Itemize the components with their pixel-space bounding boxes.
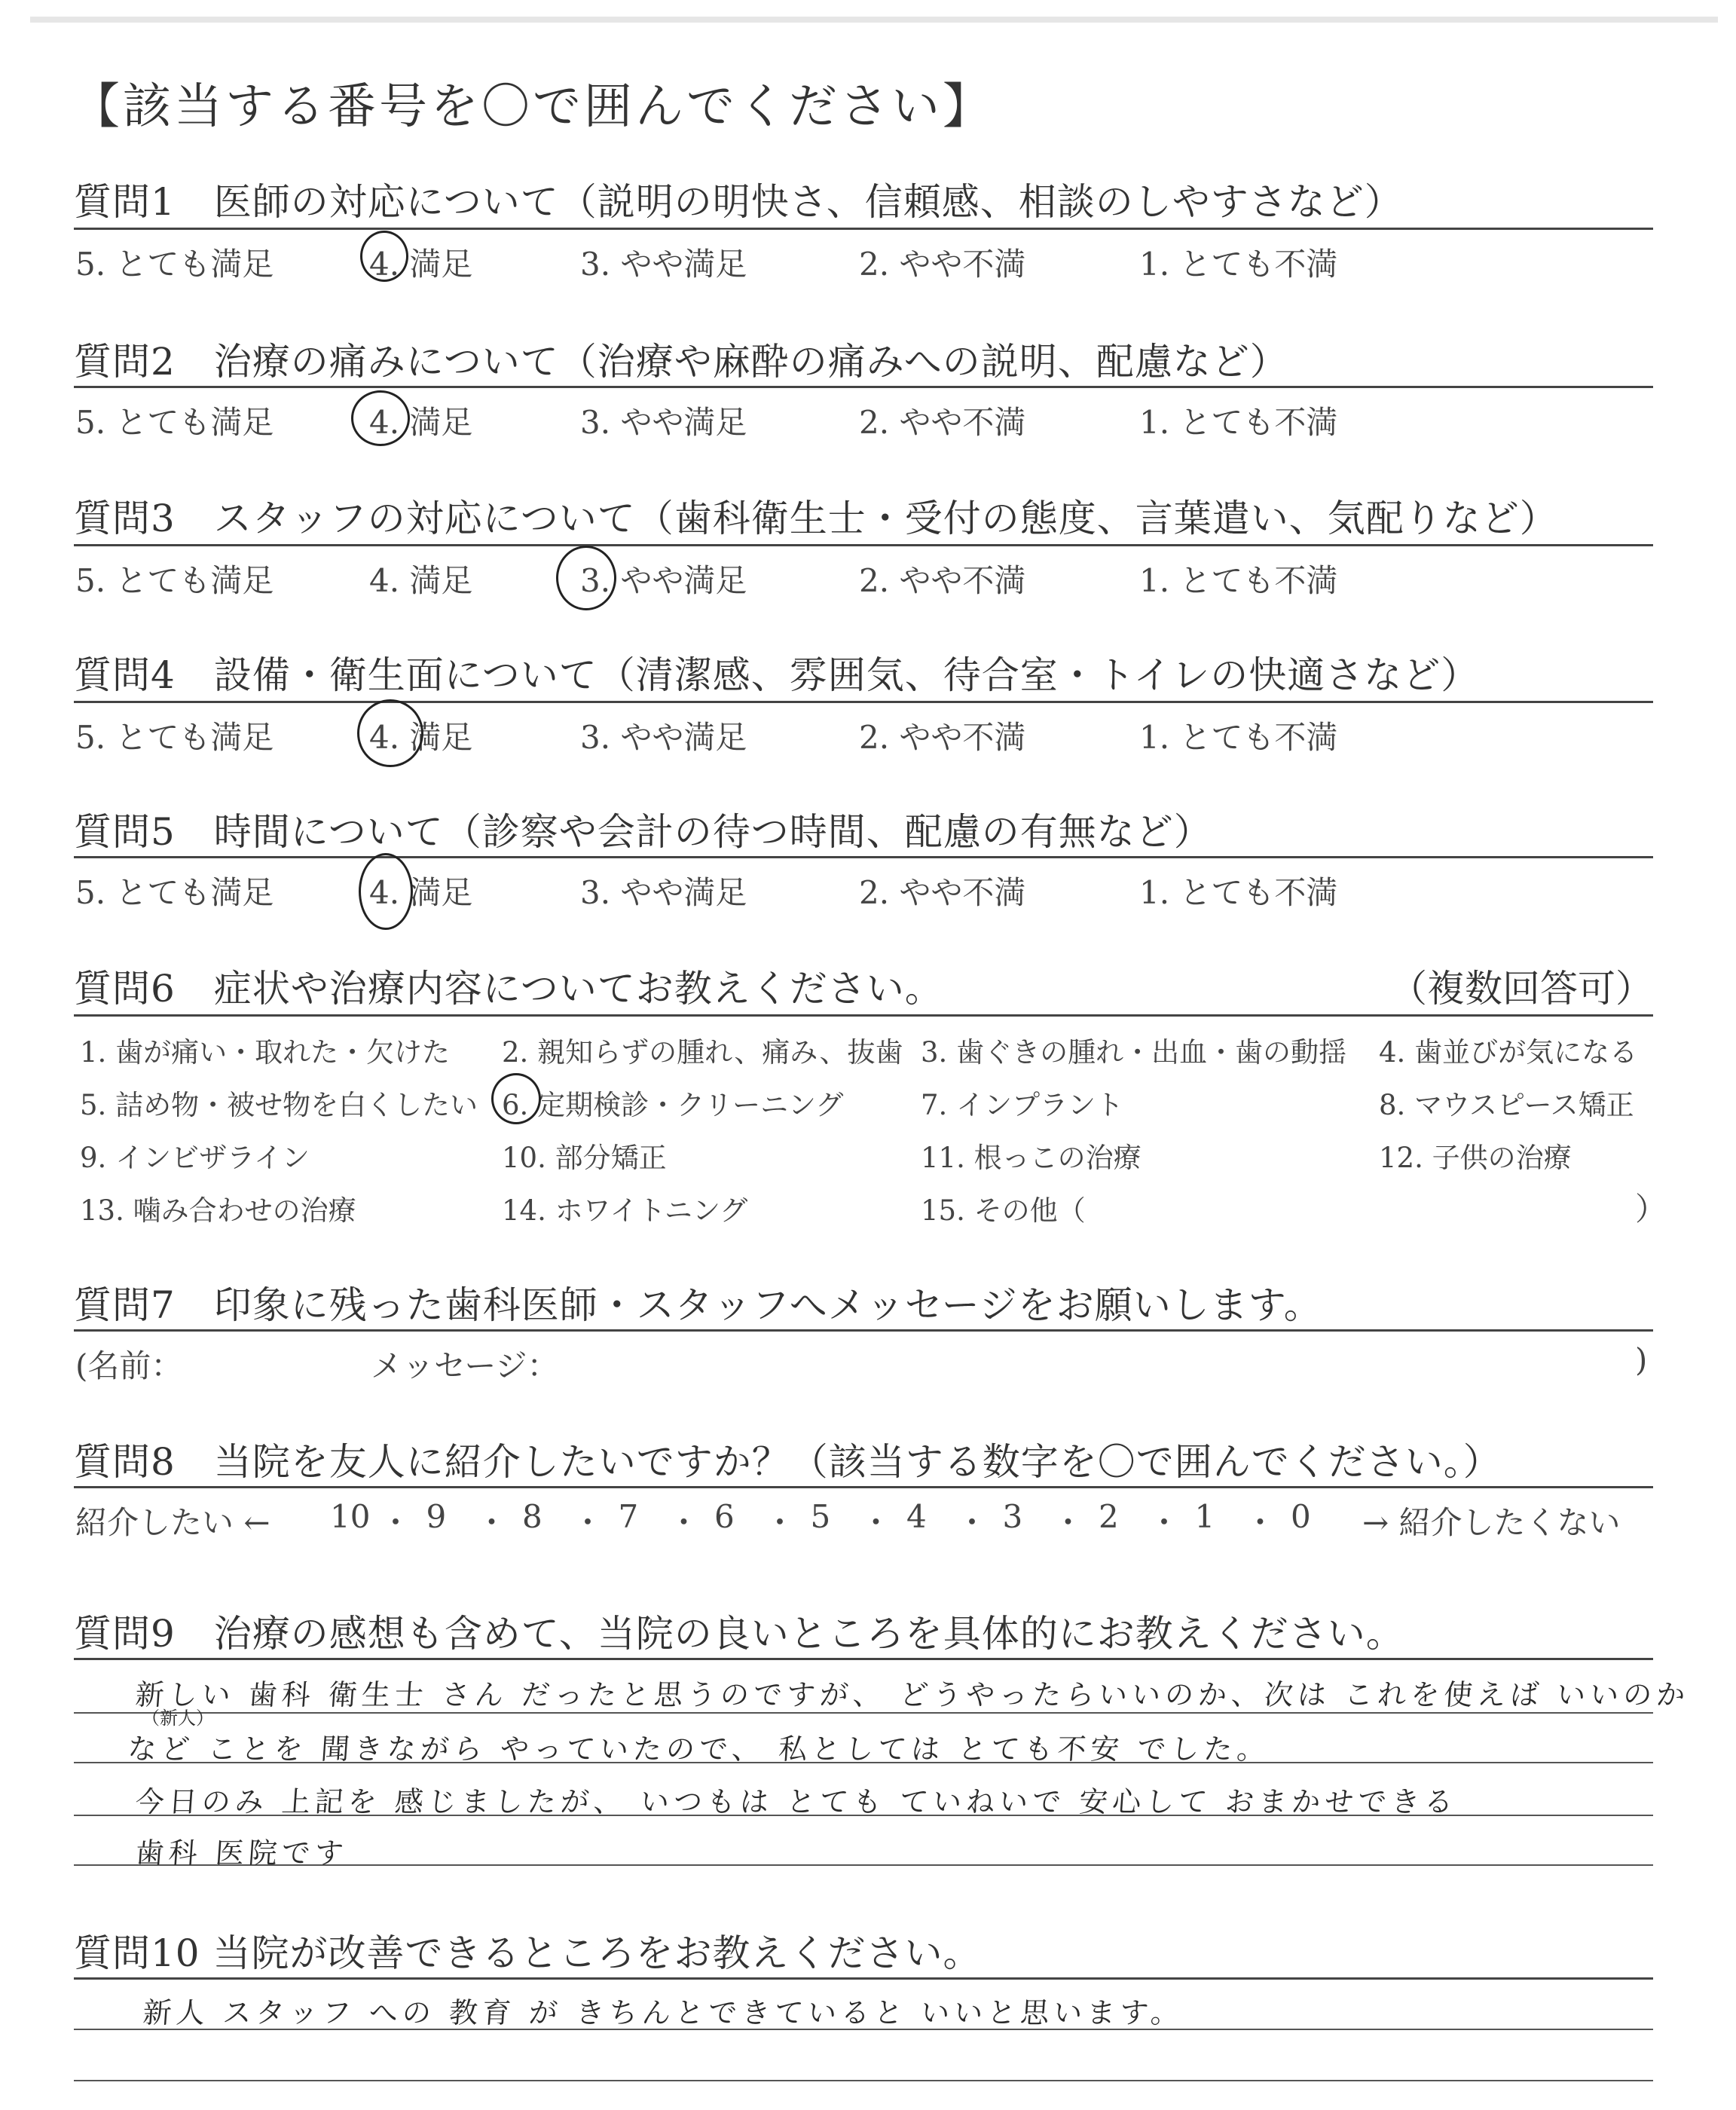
question-7-rule bbox=[74, 1329, 1653, 1332]
question-3-title: 質問3 スタッフの対応について（歯科衛生士・受付の態度、言葉遣い、気配りなど） bbox=[74, 497, 1558, 540]
q9-handwriting-line-1: 新しい 歯科 衛生士 さん だったと思うのですが、 どうやったらいいのか、次は これを使えば いいのか bbox=[134, 1678, 1691, 1711]
q2-selected-circle bbox=[351, 390, 410, 446]
q8-left-label: 紹介したい ← bbox=[75, 1504, 270, 1541]
q3-option-3[interactable]: 3. やや満足 bbox=[580, 562, 747, 599]
q8-scale-separator: ・ bbox=[1244, 1504, 1276, 1541]
q1-option-1[interactable]: 1. とても不満 bbox=[1139, 246, 1338, 283]
q9-handwriting-line-3: 今日のみ 上記を 感じましたが、 いつもは とても ていねいで 安心して おまかせできる bbox=[134, 1785, 1459, 1818]
top-border bbox=[30, 17, 1718, 23]
question-2-title: 質問2 治療の痛みについて（治療や麻酔の痛みへの説明、配慮など） bbox=[74, 340, 1288, 384]
question-5-title: 質問5 時間について（診察や会計の待つ時間、配慮の有無など） bbox=[74, 810, 1212, 854]
question-3-rule bbox=[74, 544, 1653, 546]
q3-selected-circle bbox=[556, 546, 616, 610]
q8-scale-8[interactable]: 8 bbox=[522, 1498, 542, 1535]
q6-option-15[interactable]: 15. その他（ bbox=[921, 1194, 1086, 1227]
q6-option-8[interactable]: 8. マウスピース矯正 bbox=[1379, 1089, 1634, 1121]
q6-selected-circle bbox=[491, 1073, 541, 1124]
q8-scale-separator: ・ bbox=[475, 1504, 508, 1541]
q6-option-10[interactable]: 10. 部分矯正 bbox=[502, 1142, 667, 1174]
question-2-rule bbox=[74, 386, 1653, 388]
q8-scale-separator: ・ bbox=[668, 1504, 700, 1541]
q9-handwriting-note: （新人） bbox=[142, 1708, 214, 1729]
question-6-rule bbox=[74, 1014, 1653, 1017]
multiple-answers-note: （複数回答可） bbox=[1389, 967, 1653, 1011]
q6-option-13[interactable]: 13. 噛み合わせの治療 bbox=[80, 1194, 356, 1227]
q1-option-4[interactable]: 4. 満足 bbox=[369, 246, 473, 283]
q1-option-5[interactable]: 5. とても満足 bbox=[75, 246, 274, 283]
question-10-title: 質問10 当院が改善できるところをお教えください。 bbox=[74, 1931, 982, 1975]
question-7-title: 質問7 印象に残った歯科医師・スタッフへメッセージをお願いします。 bbox=[74, 1283, 1322, 1327]
q6-option-11[interactable]: 11. 根っこの治療 bbox=[921, 1142, 1142, 1174]
q4-option-3[interactable]: 3. やや満足 bbox=[580, 719, 747, 756]
q8-scale-5[interactable]: 5 bbox=[810, 1498, 831, 1535]
q6-option-6[interactable]: 6. 定期検診・クリーニング bbox=[502, 1089, 844, 1121]
q8-scale-6[interactable]: 6 bbox=[714, 1498, 735, 1535]
q5-option-3[interactable]: 3. やや満足 bbox=[580, 874, 747, 911]
page-title: 【該当する番号を〇で囲んでください】 bbox=[72, 79, 994, 135]
q5-option-1[interactable]: 1. とても不満 bbox=[1139, 874, 1338, 911]
q9-handwriting-line-2: など ことを 聞きながら やっていたので、 私としては とても不安 でした。 bbox=[127, 1732, 1272, 1766]
q6-option-7[interactable]: 7. インプラント bbox=[921, 1089, 1124, 1121]
q5-option-2[interactable]: 2. やや不満 bbox=[859, 874, 1026, 911]
q6-option-3[interactable]: 3. 歯ぐきの腫れ・出血・歯の動揺 bbox=[921, 1036, 1347, 1069]
q1-option-2[interactable]: 2. やや不満 bbox=[859, 246, 1026, 283]
q7-close-paren: ) bbox=[1635, 1341, 1648, 1378]
q3-option-2[interactable]: 2. やや不満 bbox=[859, 562, 1026, 599]
q6-option-9[interactable]: 9. インビザライン bbox=[80, 1142, 310, 1174]
q6-option-5[interactable]: 5. 詰め物・被せ物を白くしたい bbox=[80, 1089, 478, 1121]
question-8-rule bbox=[74, 1486, 1653, 1488]
q8-scale-separator: ・ bbox=[764, 1504, 796, 1541]
q6-other-close-paren: ） bbox=[1635, 1191, 1667, 1228]
q8-right-label: → 紹介したくない bbox=[1362, 1504, 1621, 1541]
question-6-title: 質問6 症状や治療内容についてお教えください。 bbox=[74, 967, 943, 1011]
q3-option-5[interactable]: 5. とても満足 bbox=[75, 562, 274, 599]
q8-scale-separator: ・ bbox=[380, 1504, 412, 1541]
q8-scale-3[interactable]: 3 bbox=[1002, 1498, 1023, 1535]
q8-scale-9[interactable]: 9 bbox=[426, 1498, 447, 1535]
q1-option-3[interactable]: 3. やや満足 bbox=[580, 246, 747, 283]
q3-option-4[interactable]: 4. 満足 bbox=[369, 562, 473, 599]
q8-scale-1[interactable]: 1 bbox=[1194, 1498, 1215, 1535]
q8-scale-4[interactable]: 4 bbox=[906, 1498, 927, 1535]
q4-selected-circle bbox=[357, 699, 423, 767]
question-8-title: 質問8 当院を友人に紹介したいですか？（該当する数字を〇で囲んでください。） bbox=[74, 1440, 1502, 1484]
q5-option-4[interactable]: 4. 満足 bbox=[369, 874, 473, 911]
q2-option-4[interactable]: 4. 満足 bbox=[369, 404, 473, 441]
q9-handwriting-line-4: 歯科 医院です bbox=[134, 1836, 350, 1870]
q1-selected-circle bbox=[360, 231, 408, 282]
question-1-rule bbox=[74, 228, 1653, 230]
question-9-rule bbox=[74, 1658, 1653, 1660]
q8-scale-separator: ・ bbox=[1148, 1504, 1181, 1541]
q7-name-label: (名前： bbox=[75, 1347, 183, 1384]
q6-option-1[interactable]: 1. 歯が痛い・取れた・欠けた bbox=[80, 1036, 451, 1069]
q6-option-2[interactable]: 2. 親知らずの腫れ、痛み、抜歯 bbox=[502, 1036, 903, 1069]
q5-selected-circle bbox=[359, 853, 413, 930]
q4-option-1[interactable]: 1. とても不満 bbox=[1139, 719, 1338, 756]
question-4-title: 質問4 設備・衛生面について（清潔感、雰囲気、待合室・トイレの快適さなど） bbox=[74, 653, 1480, 697]
q8-scale-separator: ・ bbox=[1052, 1504, 1084, 1541]
q2-option-1[interactable]: 1. とても不満 bbox=[1139, 404, 1338, 441]
q10-handwriting-line-1: 新人 スタッフ への 教育 が きちんとできていると いいと思います。 bbox=[142, 1996, 1185, 2029]
q2-option-2[interactable]: 2. やや不満 bbox=[859, 404, 1026, 441]
q10-line-2 bbox=[74, 2080, 1653, 2081]
q8-scale-0[interactable]: 0 bbox=[1291, 1498, 1311, 1535]
q7-message-label: メッセージ： bbox=[371, 1347, 559, 1384]
q6-option-12[interactable]: 12. 子供の治療 bbox=[1379, 1142, 1572, 1174]
question-9-title: 質問9 治療の感想も含めて、当院の良いところを具体的にお教えください。 bbox=[74, 1612, 1404, 1656]
q6-option-14[interactable]: 14. ホワイトニング bbox=[502, 1194, 748, 1227]
q4-option-4[interactable]: 4. 満足 bbox=[369, 719, 473, 756]
question-10-rule bbox=[74, 1977, 1653, 1980]
q4-option-5[interactable]: 5. とても満足 bbox=[75, 719, 274, 756]
q8-scale-separator: ・ bbox=[956, 1504, 989, 1541]
q8-scale-10[interactable]: 10 bbox=[330, 1498, 371, 1535]
q4-option-2[interactable]: 2. やや不満 bbox=[859, 719, 1026, 756]
q2-option-5[interactable]: 5. とても満足 bbox=[75, 404, 274, 441]
q2-option-3[interactable]: 3. やや満足 bbox=[580, 404, 747, 441]
question-4-rule bbox=[74, 701, 1653, 703]
q8-scale-7[interactable]: 7 bbox=[618, 1498, 639, 1535]
question-5-rule bbox=[74, 856, 1653, 858]
question-1-title: 質問1 医師の対応について（説明の明快さ、信頼感、相談のしやすさなど） bbox=[74, 180, 1403, 224]
q6-option-4[interactable]: 4. 歯並びが気になる bbox=[1379, 1036, 1638, 1069]
q8-scale-2[interactable]: 2 bbox=[1099, 1498, 1119, 1535]
q8-scale-separator: ・ bbox=[860, 1504, 892, 1541]
q3-option-1[interactable]: 1. とても不満 bbox=[1139, 562, 1338, 599]
q8-scale-separator: ・ bbox=[572, 1504, 604, 1541]
q5-option-5[interactable]: 5. とても満足 bbox=[75, 874, 274, 911]
